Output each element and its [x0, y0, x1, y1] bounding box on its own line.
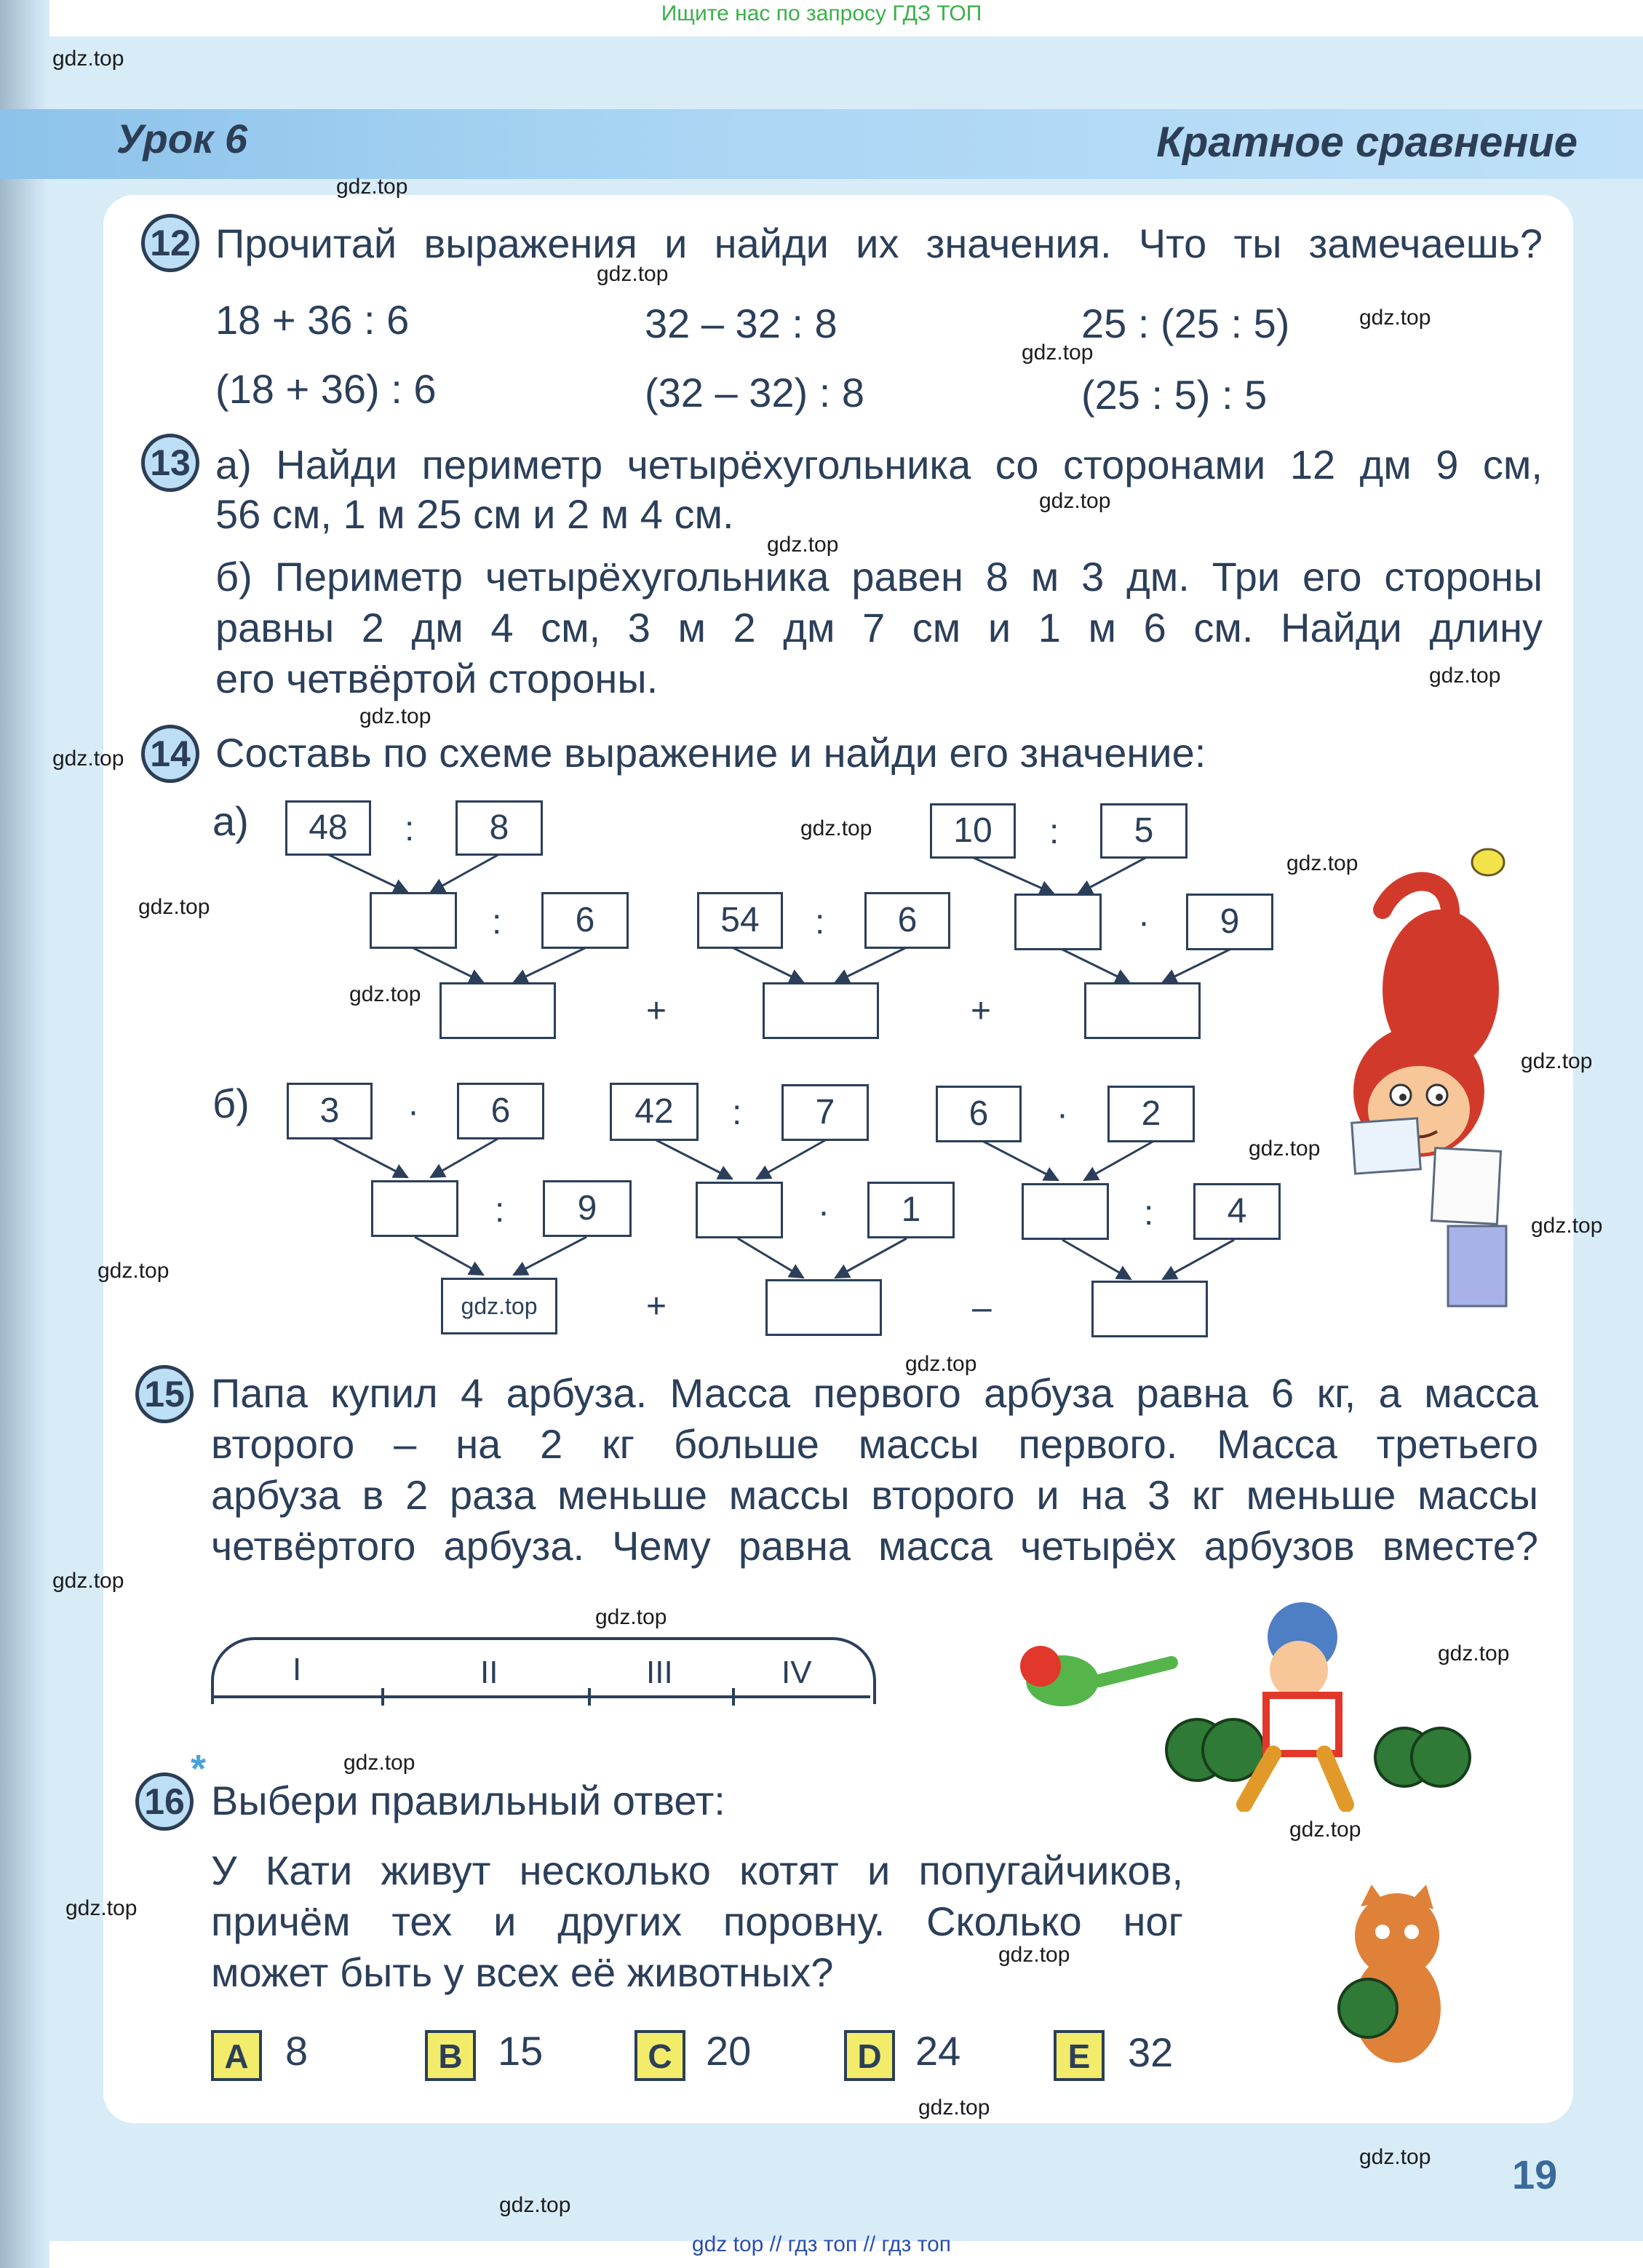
task-number-16: 16 — [135, 1772, 194, 1831]
scheme-a-result-box — [1084, 982, 1201, 1039]
watermark: gdz.top — [138, 895, 210, 919]
task13-a-line1: а) Найди периметр четырёхугольника со сторонами 12 дм 9 см, — [215, 442, 1543, 488]
answer-option-e[interactable]: E — [1054, 2030, 1105, 2081]
watermark: gdz.top — [349, 982, 421, 1006]
watermark: gdz.top — [1359, 306, 1431, 330]
scheme-a-box-48: 48 — [285, 800, 371, 856]
scheme-b-box-4: 4 — [1193, 1183, 1281, 1240]
scheme-b-result-box — [765, 1279, 882, 1336]
page-number: 19 — [1512, 2152, 1558, 2197]
cat-with-watermelon-icon — [1317, 1885, 1484, 2074]
task12-text: Прочитай выражения и найди их значения. Что ты замечаешь? — [215, 220, 1543, 266]
scheme-b-result-box-watermark: gdz.top — [441, 1278, 557, 1334]
task12-expr-2-1: (18 + 36) : 6 — [215, 366, 437, 412]
scheme-a-plus: + — [646, 992, 667, 1030]
scheme-a-result-box — [439, 982, 556, 1039]
watermark: gdz.top — [336, 175, 408, 199]
watermark: gdz.top — [1531, 1214, 1603, 1238]
watermark: gdz.top — [499, 2193, 571, 2217]
scheme-b-box-6c: 6 — [936, 1086, 1022, 1142]
scheme-b-box-2: 2 — [1107, 1086, 1195, 1142]
scheme-b-result-box — [1091, 1281, 1208, 1337]
task16-line3: может быть у всех её животных? — [211, 1949, 834, 1995]
task-number-14: 14 — [141, 725, 199, 783]
task13-a-line2: 56 см, 1 м 25 см и 2 м 4 см. — [215, 491, 734, 537]
watermark: gdz.top — [1039, 489, 1111, 513]
scheme-b-box-9: 9 — [543, 1180, 632, 1237]
task12-expr-2-2: (32 – 32) : 8 — [645, 370, 864, 415]
watermark: gdz.top — [52, 1569, 124, 1593]
scheme-a-op: : — [492, 903, 502, 942]
task12-expr-2-3: (25 : 5) : 5 — [1081, 372, 1268, 418]
task12-expr-1-1: 18 + 36 : 6 — [215, 297, 410, 343]
watermark: gdz.top — [359, 704, 431, 728]
task16-line1: У Кати живут несколько котят и попугайчиков, — [211, 1847, 1183, 1893]
scheme-a-op: : — [405, 810, 415, 848]
task15-line3: арбуза в 2 раза меньше массы второго и на 3 кг меньше массы — [211, 1472, 1538, 1518]
segment-baseline — [212, 1695, 870, 1698]
watermark: gdz.top — [1429, 664, 1501, 688]
watermark: gdz.top — [767, 533, 839, 557]
topic-title: Кратное сравнение — [1156, 119, 1578, 166]
watermark: gdz.top — [1286, 851, 1358, 875]
scheme-a-empty-box — [370, 892, 457, 949]
scheme-b-plus: + — [646, 1287, 667, 1326]
scheme-b-op: : — [732, 1094, 742, 1132]
scheme-b-op: : — [1144, 1194, 1154, 1233]
scheme-b-box-3: 3 — [287, 1083, 373, 1139]
scheme-b-op: · — [818, 1193, 830, 1231]
task15-line4: четвёртого арбуза. Чему равна масса четырёх арбузов вместе? — [211, 1523, 1538, 1569]
task16-line2: причём тех и других поровну. Сколько ног — [211, 1898, 1183, 1944]
segment-tick — [381, 1688, 384, 1706]
scheme-b-box-6: 6 — [457, 1083, 544, 1139]
scheme-a-box-8: 8 — [455, 800, 543, 856]
segment-tick — [732, 1688, 735, 1706]
scheme-a-result-box — [763, 982, 879, 1039]
task16-text: Выбери правильный ответ: — [211, 1778, 725, 1823]
task15-line2: второго – на 2 кг больше массы первого. Масса третьего — [211, 1421, 1538, 1467]
watermark: gdz.top — [1359, 2145, 1431, 2169]
segment-label-1: I — [293, 1652, 302, 1687]
scheme-b-op: · — [407, 1092, 419, 1131]
segment-label-4: IV — [781, 1655, 812, 1690]
answer-value-b: 15 — [498, 2028, 544, 2074]
task14-label-a: а) — [212, 798, 249, 844]
answer-value-c: 20 — [706, 2028, 752, 2074]
scheme-b-box-7: 7 — [781, 1084, 869, 1141]
task16-star: * — [191, 1747, 207, 1791]
watermark: gdz.top — [1289, 1818, 1361, 1842]
segment-label-3: III — [646, 1655, 673, 1690]
watermark: gdz.top — [918, 2096, 990, 2120]
scheme-a-box-54: 54 — [697, 892, 783, 949]
scheme-a-box-5: 5 — [1100, 803, 1188, 859]
scheme-b-box-42: 42 — [610, 1083, 699, 1141]
answer-option-a[interactable]: A — [211, 2030, 262, 2081]
watermark: gdz.top — [595, 1605, 667, 1629]
task13-b-line3: его четвёртой стороны. — [215, 656, 659, 701]
scheme-b-box-1: 1 — [867, 1182, 955, 1238]
watermark: gdz.top — [1022, 341, 1094, 365]
scheme-b-empty-box — [371, 1180, 458, 1237]
watermark: gdz.top — [597, 262, 669, 286]
segment-tick — [588, 1688, 591, 1706]
watermark: gdz.top — [65, 1896, 138, 1920]
scheme-b-minus: – — [972, 1289, 992, 1327]
watermark: gdz.top — [343, 1751, 415, 1775]
scheme-a-box-6b: 6 — [864, 892, 950, 949]
lesson-title: Урок 6 — [116, 116, 248, 162]
bottom-note: gdz top // гдз топ // гдз топ — [691, 2232, 952, 2256]
watermark: gdz.top — [1438, 1642, 1510, 1666]
scheme-b-empty-box — [696, 1182, 783, 1238]
answer-value-d: 24 — [915, 2028, 961, 2074]
scheme-b-op: : — [495, 1191, 505, 1230]
task15-line1: Папа купил 4 арбуза. Масса первого арбуза равна 6 кг, а масса — [211, 1370, 1538, 1416]
scheme-a-box-6: 6 — [541, 892, 629, 949]
top-note: Ищите нас по запросу ГДЗ ТОП — [661, 1, 982, 25]
scheme-a-box-9: 9 — [1186, 894, 1273, 950]
scheme-b-empty-box — [1022, 1183, 1109, 1240]
segment-label-2: II — [480, 1655, 498, 1690]
task12-expr-1-2: 32 – 32 : 8 — [645, 301, 838, 346]
watermark: gdz.top — [1249, 1137, 1321, 1161]
answer-option-c[interactable]: C — [634, 2030, 685, 2081]
answer-option-b[interactable]: B — [425, 2030, 476, 2081]
task14-text: Составь по схеме выражение и найди его значение: — [215, 730, 1206, 776]
watermark: gdz.top — [998, 1943, 1070, 1967]
watermark: gdz.top — [1521, 1049, 1593, 1073]
segment-diagram — [211, 1637, 876, 1704]
answer-value-a: 8 — [285, 2028, 309, 2074]
task-number-13: 13 — [141, 434, 199, 492]
scheme-b-op: · — [1057, 1095, 1068, 1134]
answer-value-e: 32 — [1128, 2029, 1174, 2075]
task12-expr-1-3: 25 : (25 : 5) — [1081, 301, 1290, 346]
task13-b-line2: равны 2 дм 4 см, 3 м 2 дм 7 см и 1 м 6 см. Найди длину — [215, 605, 1543, 650]
task-number-12: 12 — [141, 214, 199, 272]
watermark: gdz.top — [52, 747, 124, 771]
scheme-a-plus: + — [971, 992, 992, 1030]
task13-b-line1: б) Периметр четырёхугольника равен 8 м 3 дм. Три его стороны — [215, 554, 1543, 600]
watermark: gdz.top — [52, 47, 124, 71]
scheme-a-op: : — [1049, 813, 1059, 851]
scheme-a-box-10: 10 — [930, 803, 1016, 859]
scheme-a-empty-box — [1014, 894, 1102, 950]
boy-with-watermelons-icon — [997, 1593, 1513, 1812]
task-number-15: 15 — [135, 1365, 194, 1423]
answer-option-d[interactable]: D — [844, 2030, 895, 2081]
watermark: gdz.top — [800, 816, 872, 840]
scheme-a-op: : — [815, 903, 825, 942]
watermark: gdz.top — [905, 1352, 977, 1376]
scheme-a-op: · — [1138, 903, 1150, 942]
watermark: gdz.top — [98, 1259, 170, 1283]
task14-label-b: б) — [212, 1081, 250, 1126]
